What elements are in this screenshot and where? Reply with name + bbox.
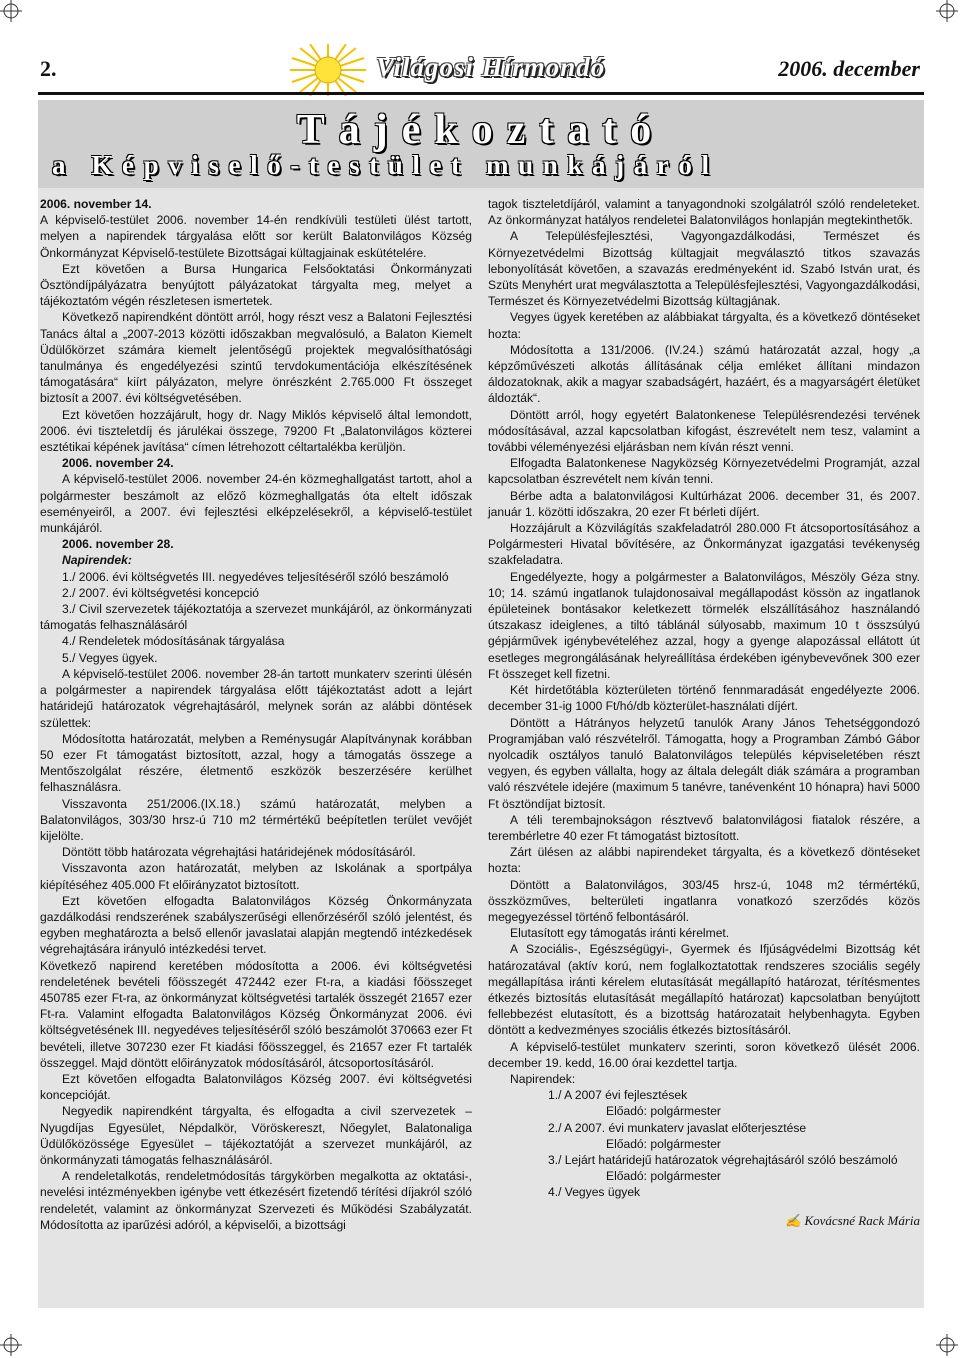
paragraph: Ezt követően a Bursa Hungarica Felsőoktatási Önkormányzati Ösztöndíjpályázatra benyújtott pályázatokat tárgyalta meg, melyet a tájékoztatóm végén részletesen ismertetek. [40,261,472,309]
paragraph: Visszavonta 251/2006.(IX.18.) számú határozatát, melyben a Balatonvilágos, 303/30 hrsz-ú 710 m2 térmértékű beépítetlen terület vevőjét kijelölte. [40,796,472,843]
paragraph: Napirendek: [510,1071,576,1086]
paragraph: A képviselő-testület munkaterv szerinti, soron következő ülését 2006. december 19. kedd, 16.00 órai kezdettel tartja. [488,1039,920,1070]
paragraph: 1./ A 2007 évi fejlesztések [548,1088,688,1103]
paragraph: A rendeletalkotás, rendeletmódosítás tárgykörben megalkotta az oktatási-, nevelési intézményekben igénybe vett étkezésért fizetendő térítési díjakról szóló rendeletét, valamint az önkormányzat Szervezeti és Működési Szabályzatát. Módosította az iparűzési adóról, a képviselői, a bizottsági [40,1169,472,1232]
paragraph: Módosította határozatát, melyben a Reménysugár Alapítványnak korábban 50 ezer Ft támogatást biztosított, azzal, hogy a támogatás összege a Mentőszolgálat részére, életmentő eszközök beszerzésére kerülhet felhasználásra. [40,731,472,795]
paragraph: Ezt követően elfogadta Balatonvilágos Község 2007. évi költségvetési koncepcióját. [40,1071,472,1103]
newspaper-title: Világosi Hírmondó [376,52,606,82]
paragraph: Visszavonta azon határozatát, melyben az Iskolának a sportpálya kiépítéséhez 405.000 Ft előirányzatot biztosított. [40,861,472,892]
article-subtitle: a Képviselő-testület munkájáról [52,150,719,180]
paragraph: Zárt ülésen az alábbi napirendeket tárgyalta, és a következő döntéseket hozta: [488,845,920,876]
paragraph: Következő napirend keretében módosította a 2006. évi költségvetési rendeletének bevételi főösszegét 472442 ezer Ft-ra, a kiadási főösszeget 450785 ezer Ft-ra, az önkormányzat költségvetési tartalék összegét 21657 ezer Ft-ra. Valamint elfogadta Balatonvilágos Község Önkormányzat 2006. évi költségvetésének III. negyedéves teljesítéséről szóló beszámolót 370663 ezer Ft bevételi, illetve 307230 ezer Ft kiadási főösszeggel, és 21657 ezer Ft tartalék összeggel. Majd döntött előirányzatok módosításáról, átcsoportosításáról. [40,958,472,1070]
paragraph: Döntött a Balatonvilágos, 303/45 hrsz-ú, 1048 m2 térmértékű, összközműves, belterületi ingatlanra vonatkozó szerződés közös megegyezéssel történő felbontásáról. [488,877,920,924]
article-title: Tájékoztató [296,107,666,153]
paragraph: Két hirdetőtábla közterületen történő fennmaradását engedélyezte 2006. december 31-ig 1000 Ft/hó/db közterület-használati díjért. [488,683,920,714]
paragraph: Döntött arról, hogy egyetért Balatonkenese Településrendezési tervének módosításával, azzal kapcsolatban kifogást, észrevételt nem tesz, valamint a további véleményezési eljárásban nem kíván részt venni. [488,407,920,455]
registration-mark-icon [936,0,958,22]
paragraph: Döntött több határozata végrehajtási határidejének módosításáról. [62,845,416,860]
paragraph: Következő napirendként döntött arról, hogy részt vesz a Balatoni Fejlesztési Tanács által a „2007-2013 közötti időszakban megvalósuló, a Balaton Kiemelt Üdülőkörzet számára kiemelt jelentőségű projektek megvalósíthatósági tanulmánya és engedélyezési szintű tervdokumentációja elkészítésének támogatására“ kiírt pályázaton, melyre önrészként 2.765.000 Ft összeget biztosít a 2007. évi költségvetésében. [40,310,472,406]
paragraph: 1./ 2006. évi költségvetés III. negyedéves teljesítéséről szóló beszámoló [62,569,449,584]
paragraph: 3./ Civil szervezetek tájékoztatója a szervezet munkájáról, az önkormányzati támogatás felhasználásáról [40,602,472,633]
paragraph: 5./ Vegyes ügyek. [62,650,158,665]
page-number: 2. [40,56,57,81]
paragraph: 4./ Rendeletek módosításának tárgyalása [62,634,285,649]
paragraph: Negyedik napirendként tárgyalta, és elfogadta a civil szervezetek – Nyugdíjas Egyesület, Népdalkör, Vöröskereszt, Nőegylet, Balatonaliga Üdülőközössége Egyesület – tájékoztatóját a szervezet munkájáról, az önkormányzati támogatás felhasználásáról. [40,1104,472,1167]
paragraph: Elfogadta Balatonkenese Nagyközség Környezetvédelmi Programját, azzal kapcsolatban észrevételt nem kíván tenni. [488,456,920,487]
paragraph: Bérbe adta a balatonvilágosi Kultúrházat 2006. december 31, és 2007. január 1. közötti időszakra, 20 ezer Ft bérleti díjért. [488,488,920,519]
paragraph: Elutasított egy támogatás iránti kérelmet. [510,926,730,941]
paragraph: 3./ Lejárt határidejű határozatok végrehajtásáról szóló beszámoló [548,1152,898,1167]
paragraph: A Szociális-, Egészségügyi-, Gyermek és Ifjúságvédelmi Bizottság két határozatával (aktív korú, nem foglalkoztatottak rendszeres szociális segély megállapítása iránti kérelem elutasítását megállapító határozat, térítésmentes étkezés biztosítás elutasítását megállapító határozat) kapcsolatban benyújtott fellebbezést elutasított, és a bizottság határozatait helybenhagyta. Egyben döntött a kedvezményes szociális étkezés biztosításáról. [488,942,920,1038]
paragraph: 2./ A 2007. évi munkaterv javaslat előterjesztése [548,1120,807,1135]
paragraph: Döntött a Hátrányos helyzetű tanulók Arany János Tehetséggondozó Programjában való részvételről. Támogatta, hogy a Programban Zámbó Gábor nyolcadik osztályos tanuló Balatonvilágos település képviseletében részt vegyen, és egyben vállalta, hogy az általa delegált diák számára a programban való részvétele idejére (maximum 5 tanévre, tanévenként 10 hónapra) havi 5000 Ft ösztöndíjat biztosít. [488,715,920,811]
issue-date: 2006. december [778,56,920,81]
paragraph: 2006. november 28. [62,537,174,552]
sun-logo-icon [286,44,370,96]
paragraph: Napirendek: [62,553,132,568]
paragraph: A képviselő-testület 2006. november 28-án tartott munkaterv szerinti ülésén a polgármester a napirendek tárgyalása előtt tájékoztatást adott a lejárt határidejű határozatok végrehajtásáról, melynek során az alábbi döntések születtek: [40,666,472,730]
paragraph: Vegyes ügyek keretében az alábbiakat tárgyalta, és a következő döntéseket hozta: [488,310,920,341]
left-column [40,196,472,1233]
paragraph: 4./ Vegyes ügyek [548,1185,641,1200]
registration-mark-icon [0,1334,22,1356]
paragraph: 2006. november 24. [62,456,174,471]
paragraph: Előadó: polgármester [606,1104,721,1119]
registration-mark-icon [936,1334,958,1356]
paragraph: Engedélyezte, hogy a polgármester a Balatonvilágos, Mészöly Géza stny. 10; 14. számú ingatlanok tulajdonosaival megállapodást kössön az ingatlanok épületeinek bontásakor keletkezett törmelék elszállításához használandó útszakasz ideiglenes, a tiltó táblánál súlyosabb, maximum 10 t összsúlyú gépjárművek igénybevételéhez azzal, hogy a gyenge alapozással ellátott út esetleges megrongálásának helyreállítása érdekében igénybevevőnek 300 ezer Ft összeget kell fizetni. [488,569,920,681]
registration-mark-icon [0,0,22,22]
paragraph: Előadó: polgármester [606,1169,721,1184]
paragraph: A téli terembajnokságon résztvevő balatonvilágosi fiatalok részére, a terembérletre 40 ezer Ft támogatást biztosított. [488,812,920,843]
author-signature: ✍ Kovácsné Rack Mária [785,1212,920,1228]
header-rule [38,92,924,95]
paragraph: Módosította a 131/2006. (IV.24.) számú határozatát azzal, hogy „a képzőművészeti alkotás állításának célja emléket állítani mindazon áldozatoknak, akik a magyar szabadságért, hazáért, és a magyarságért életüket áldozták“. [488,342,920,406]
paragraph: Ezt követően hozzájárult, hogy dr. Nagy Miklós képviselő által lemondott, 2006. évi tiszteletdíj és járulékai összege, 79200 Ft „Balatonvilágos közterei esztétikai képének javítása“ címen létrehozott céltartalékba kerüljön. [40,407,472,455]
paragraph: tagok tiszteletdíjáról, valamint a tanyagondnoki szolgálatról szóló rendeleteket. Az önkormányzat hatályos rendeletei Balatonvilágos honlapján megtekinthetők. [488,197,920,228]
paragraph: Ezt követően elfogadta Balatonvilágos Község Önkormányzata gazdálkodási rendszerének szabályszerűségi ellenőrzéséről szóló jelentést, és egyben meghatározta a belső ellenőr javaslatai alapján megtendő intézkedések végrehajtására irányuló intézkedési tervet. [40,893,472,957]
article-banner [38,100,924,188]
paragraph: A képviselő-testület 2006. november 14-én rendkívüli testületi ülést tartott, melyen a napirendek tárgyalása előtt sor került Balatonvilágos Község Önkormányzat Képviselő-testülete Bizottságai kültagjainak eskütételére. [40,213,472,260]
paragraph: 2006. november 14. [40,197,152,211]
paragraph: A Településfejlesztési, Vagyongazdálkodási, Természet és Környezetvédelmi Bizottság kültagjait megválasztó titkos szavazás lebonyolítását követően, a szavazás eredményeként id. Szabó István urat, és Szüts Menyhért urat megválasztotta a Településfejlesztési, Vagyongazdálkodási, Természet és Környezetvédelmi Bizottság kültagjának. [488,229,920,309]
paragraph: 2./ 2007. évi költségvetési koncepció [62,585,259,600]
page-header [38,44,924,96]
paragraph: Előadó: polgármester [606,1136,721,1151]
paragraph: A képviselő-testület 2006. november 24-én közmeghallgatást tartott, ahol a polgármester beszámolt az előző közmeghallgatás óta eltelt időszak eseményeiről, a 2007. évi fejlesztési elképzelésekről, a képviselő-testület munkájáról. [40,472,472,536]
right-column [488,196,920,1229]
paragraph: Hozzájárult a Közvilágítás szakfeladatról 280.000 Ft átcsoportosításához a Polgármesteri Hivatal bővítésére, az Önkormányzat igazgatási tevékenység szakfeladatra. [488,521,920,568]
